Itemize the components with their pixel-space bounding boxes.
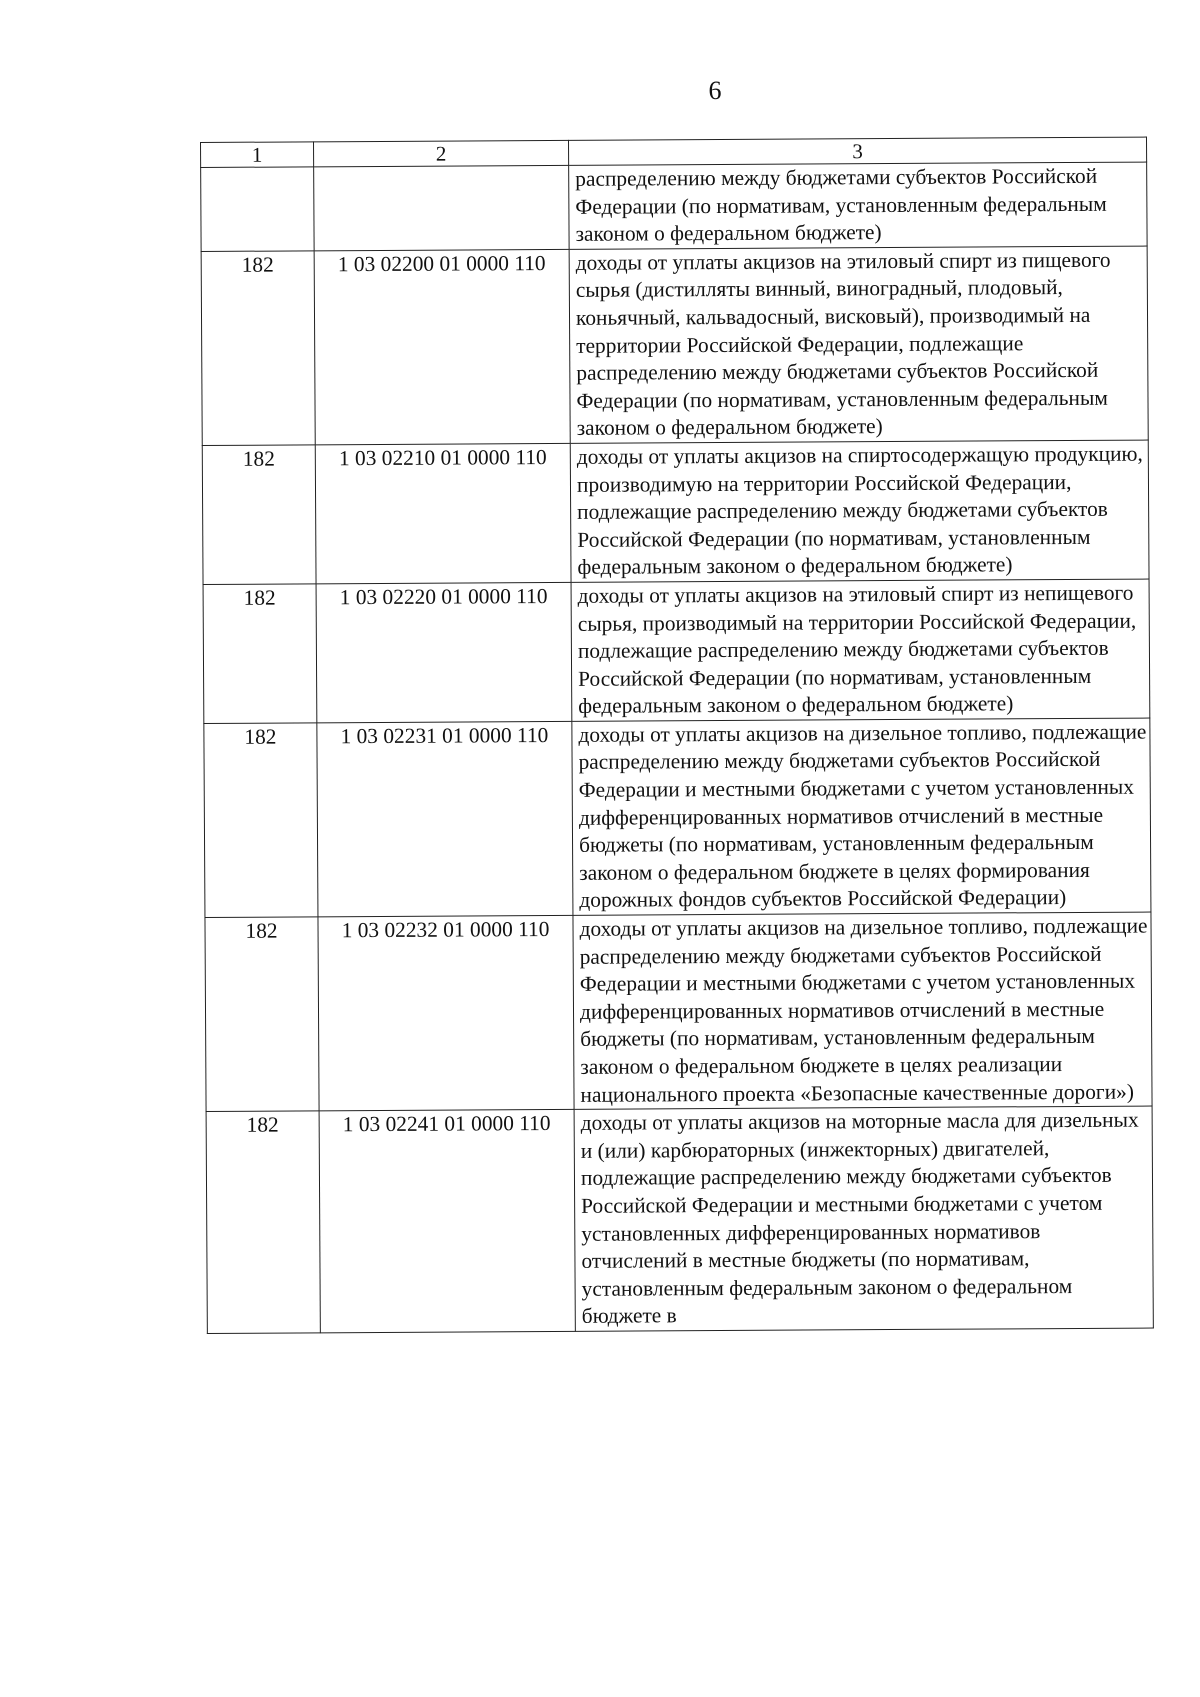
table-row — [206, 1106, 1153, 1333]
description-cell: доходы от уплаты акцизов на этиловый спирт из пищевого сырья (дистилляты винный, виноградный, плодовый, коньячный, кальвадосный, висковый), производимый на территории Российской Федерации, подлежащие распределению между бюджетами субъектов Российской Федерации (по нормативам, установленным федеральным законом о федеральном бюджете) — [569, 246, 1148, 443]
budget-code-cell: 1 03 02200 01 0000 110 — [314, 249, 570, 445]
budget-code-cell: 1 03 02210 01 0000 110 — [315, 443, 571, 583]
admin-code-cell — [201, 167, 314, 251]
admin-code-cell: 182 — [204, 723, 318, 918]
page-number: 6 — [708, 76, 722, 105]
table-row — [202, 440, 1149, 584]
description-cell: доходы от уплаты акцизов на спиртосодержащую продукцию, производимую на территории Российской Федерации, подлежащие распределению между бюджетами субъектов Российской Федерации (по нормативам, установленным федеральным законом о федеральном бюджете) — [570, 440, 1149, 582]
header-col-3: 3 — [568, 137, 1146, 165]
admin-code-cell: 182 — [206, 1111, 320, 1333]
budget-code-cell: 1 03 02232 01 0000 110 — [318, 915, 574, 1111]
table-row — [205, 912, 1152, 1112]
budget-code-cell — [314, 165, 569, 250]
table-row — [203, 579, 1150, 723]
budget-code-cell: 1 03 02241 01 0000 110 — [319, 1110, 575, 1333]
description-cell: доходы от уплаты акцизов на этиловый спирт из непищевого сырья, производимый на территории Российской Федерации, подлежащие распределению между бюджетами субъектов Российской Федерации (по нормативам, установленным федеральным законом о федеральном бюджете) — [571, 579, 1150, 721]
table-row — [201, 246, 1148, 446]
admin-code-cell: 182 — [205, 917, 319, 1112]
description-cell: доходы от уплаты акцизов на дизельное топливо, подлежащие распределению между бюджетами субъектов Российской Федерации и местными бюджетами с учетом установленных дифференцированных нормативов отчислений в местные бюджеты (по нормативам, установленным федеральным законом о федеральном бюджете в целях формирования дорожных фондов субъектов Российской Федерации) — [572, 718, 1151, 915]
description-cell: доходы от уплаты акцизов на моторные масла для дизельных и (или) карбюраторных (инжекторных) двигателей, подлежащие распределению между бюджетами субъектов Российской Федерации и местными бюджетами с учетом установленных дифференцированных нормативов отчислений в местные бюджеты (по нормативам, установленным федеральным законом о федеральном бюджете в — [574, 1106, 1153, 1331]
revenue-codes-table — [200, 137, 1154, 1334]
admin-code-cell: 182 — [202, 445, 316, 585]
admin-code-cell: 182 — [201, 251, 315, 446]
admin-code-cell: 182 — [203, 584, 317, 724]
description-cell: распределению между бюджетами субъектов Российской Федерации (по нормативам, установленным федеральным законом о федеральном бюджете) — [569, 162, 1147, 249]
revenue-codes-table-wrapper — [200, 137, 1153, 1334]
table-row — [201, 162, 1147, 251]
header-col-1: 1 — [201, 142, 314, 168]
budget-code-cell: 1 03 02231 01 0000 110 — [317, 721, 573, 917]
budget-code-cell: 1 03 02220 01 0000 110 — [316, 582, 572, 722]
header-col-2: 2 — [314, 140, 569, 166]
table-row — [204, 718, 1151, 918]
description-cell: доходы от уплаты акцизов на дизельное топливо, подлежащие распределению между бюджетами субъектов Российской Федерации и местными бюджетами с учетом установленных дифференцированных нормативов отчислений в местные бюджеты (по нормативам, установленным федеральным законом о федеральном бюджете в целях реализации национального проекта «Безопасные качественные дороги») — [573, 912, 1152, 1109]
